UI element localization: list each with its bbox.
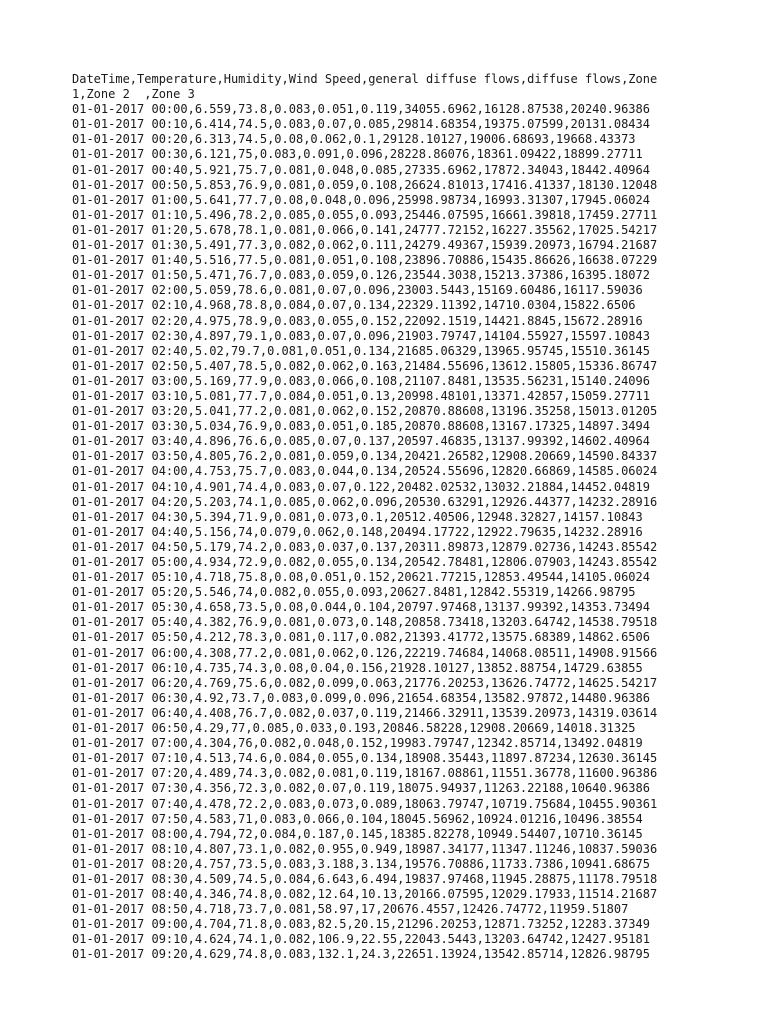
csv-data-row: 01-01-2017 03:40,4.896,76.6,0.085,0.07,0.137,20597.46835,13137.99392,14602.40964 — [72, 434, 650, 449]
csv-data-row: 01-01-2017 00:50,5.853,76.9,0.081,0.059,0.108,26624.81013,17416.41337,18130.12048 — [72, 177, 658, 192]
csv-data-row: 01-01-2017 01:00,5.641,77.7,0.08,0.048,0.096,25998.98734,16993.31307,17945.06024 — [72, 192, 650, 207]
csv-data-row: 01-01-2017 05:40,4.382,76.9,0.081,0.073,0.148,20858.73418,13203.64742,14538.79518 — [72, 615, 658, 630]
csv-data-row: 01-01-2017 07:00,4.304,76,0.082,0.048,0.152,19983.79747,12342.85714,13492.04819 — [72, 736, 643, 751]
csv-data-row: 01-01-2017 00:30,6.121,75,0.083,0.091,0.096,28228.86076,18361.09422,18899.27711 — [72, 147, 643, 162]
csv-data-row: 01-01-2017 06:10,4.735,74.3,0.08,0.04,0.156,21928.10127,13852.88754,14729.63855 — [72, 660, 643, 675]
csv-data-row: 01-01-2017 02:20,4.975,78.9,0.083,0.055,0.152,22092.1519,14421.8845,15672.28916 — [72, 313, 643, 328]
csv-data-row: 01-01-2017 08:30,4.509,74.5,0.084,6.643,6.494,19837.97468,11945.28875,11178.79518 — [72, 871, 658, 886]
csv-data-row: 01-01-2017 06:20,4.769,75.6,0.082,0.099,0.063,21776.20253,13626.74772,14625.54217 — [72, 675, 658, 690]
csv-data-row: 01-01-2017 00:40,5.921,75.7,0.081,0.048,0.085,27335.6962,17872.34043,18442.40964 — [72, 162, 650, 177]
csv-data-row: 01-01-2017 07:50,4.583,71,0.083,0.066,0.104,18045.56962,10924.01216,10496.38554 — [72, 811, 643, 826]
csv-data-row: 01-01-2017 04:20,5.203,74.1,0.085,0.062,0.096,20530.63291,12926.44377,14232.28916 — [72, 494, 658, 509]
csv-data-row: 01-01-2017 00:10,6.414,74.5,0.083,0.07,0.085,29814.68354,19375.07599,20131.08434 — [72, 117, 650, 132]
csv-data-row: 01-01-2017 05:30,4.658,73.5,0.08,0.044,0.104,20797.97468,13137.99392,14353.73494 — [72, 600, 650, 615]
csv-data-row: 01-01-2017 07:10,4.513,74.6,0.084,0.055,0.134,18908.35443,11897.87234,12630.36145 — [72, 751, 658, 766]
csv-data-row: 01-01-2017 02:50,5.407,78.5,0.082,0.062,0.163,21484.55696,13612.15805,15336.86747 — [72, 358, 658, 373]
csv-data-row: 01-01-2017 01:30,5.491,77.3,0.082,0.062,0.111,24279.49367,15939.20973,16794.21687 — [72, 238, 658, 253]
csv-data-row: 01-01-2017 05:00,4.934,72.9,0.082,0.055,0.134,20542.78481,12806.07903,14243.85542 — [72, 555, 658, 569]
csv-data-row: 01-01-2017 02:30,4.897,79.1,0.083,0.07,0.096,21903.79747,14104.55927,15597.10843 — [72, 328, 650, 343]
csv-data-row: 01-01-2017 09:00,4.704,71.8,0.083,82.5,20.15,21296.20253,12871.73252,12283.37349 — [72, 917, 650, 932]
csv-data-row: 01-01-2017 04:10,4.901,74.4,0.083,0.07,0.122,20482.02532,13032.21884,14452.04819 — [72, 479, 650, 494]
csv-data-row: 01-01-2017 07:30,4.356,72.3,0.082,0.07,0.119,18075.94937,11263.22188,10640.96386 — [72, 781, 650, 796]
csv-data-row: 01-01-2017 00:00,6.559,73.8,0.083,0.051,0.119,34055.6962,16128.87538,20240.96386 — [72, 102, 650, 117]
csv-data-row: 01-01-2017 05:10,4.718,75.8,0.08,0.051,0.152,20621.77215,12853.49544,14105.06024 — [72, 570, 650, 585]
csv-data-row: 01-01-2017 06:30,4.92,73.7,0.083,0.099,0.096,21654.68354,13582.97872,14480.96386 — [72, 690, 650, 705]
csv-data-row: 01-01-2017 02:00,5.059,78.6,0.081,0.07,0.096,23003.5443,15169.60486,16117.59036 — [72, 283, 643, 298]
csv-data-row: 01-01-2017 01:20,5.678,78.1,0.081,0.066,0.141,24777.72152,16227.35562,17025.54217 — [72, 222, 658, 237]
csv-data-row: 01-01-2017 03:10,5.081,77.7,0.084,0.051,0.13,20998.48101,13371.42857,15059.27711 — [72, 388, 650, 403]
csv-data-row: 01-01-2017 08:10,4.807,73.1,0.082,0.955,0.949,18987.34177,11347.11246,10837.59036 — [72, 841, 658, 856]
csv-data-row: 01-01-2017 02:10,4.968,78.8,0.084,0.07,0.134,22329.11392,14710.0304,15822.6506 — [72, 298, 636, 313]
csv-data-row: 01-01-2017 08:50,4.718,73.7,0.081,58.97,17,20676.4557,12426.74772,11959.51807 — [72, 902, 629, 917]
csv-data-row: 01-01-2017 04:50,5.179,74.2,0.083,0.037,0.137,20311.89873,12879.02736,14243.85542 — [72, 539, 658, 554]
csv-data-row: 01-01-2017 01:50,5.471,76.7,0.083,0.059,0.126,23544.3038,15213.37386,16395.18072 — [72, 268, 650, 283]
csv-data-row: 01-01-2017 03:20,5.041,77.2,0.081,0.062,0.152,20870.88608,13196.35258,15013.01205 — [72, 404, 658, 419]
csv-data-row: 01-01-2017 06:00,4.308,77.2,0.081,0.062,0.126,22219.74684,14068.08511,14908.91566 — [72, 645, 658, 660]
csv-data-row: 01-01-2017 08:40,4.346,74.8,0.082,12.64,10.13,20166.07595,12029.17933,11514.21687 — [72, 887, 658, 902]
csv-data-row: 01-01-2017 04:40,5.156,74,0.079,0.062,0.148,20494.17722,12922.79635,14232.28916 — [72, 524, 643, 539]
csv-data-row: 01-01-2017 00:20,6.313,74.5,0.08,0.062,0.1,29128.10127,19006.68693,19668.43373 — [72, 132, 636, 147]
csv-data-row: 01-01-2017 04:00,4.753,75.7,0.083,0.044,0.134,20524.55696,12820.66869,14585.06024 — [72, 464, 658, 479]
csv-data-row: 01-01-2017 03:50,4.805,76.2,0.081,0.059,0.134,20421.26582,12908.20669,14590.84337 — [72, 449, 658, 464]
csv-data-row: 01-01-2017 05:20,5.546,74,0.082,0.055,0.093,20627.8481,12842.55319,14266.98795 — [72, 585, 636, 600]
csv-data-row: 01-01-2017 04:30,5.394,71.9,0.081,0.073,0.1,20512.40506,12948.32827,14157.10843 — [72, 509, 643, 524]
csv-data-row: 01-01-2017 01:10,5.496,78.2,0.085,0.055,0.093,25446.07595,16661.39818,17459.27711 — [72, 207, 658, 222]
csv-data-row: 01-01-2017 07:40,4.478,72.2,0.083,0.073,0.089,18063.79747,10719.75684,10455.90361 — [72, 796, 658, 811]
csv-data-row: 01-01-2017 06:40,4.408,76.7,0.082,0.037,0.119,21466.32911,13539.20973,14319.03614 — [72, 705, 658, 720]
csv-text-body — [72, 72, 712, 963]
csv-data-row: 01-01-2017 09:20,4.629,74.8,0.083,132.1,24.3,22651.13924,13542.85714,12826.98795 — [72, 947, 650, 962]
csv-data-row: 01-01-2017 08:00,4.794,72,0.084,0.187,0.145,18385.82278,10949.54407,10710.36145 — [72, 826, 643, 841]
csv-header-line: 1,Zone 2 ,Zone 3 — [72, 87, 195, 102]
csv-data-row: 01-01-2017 05:50,4.212,78.3,0.081,0.117,0.082,21393.41772,13575.68389,14862.6506 — [72, 630, 650, 645]
csv-data-row: 01-01-2017 07:20,4.489,74.3,0.082,0.081,0.119,18167.08861,11551.36778,11600.96386 — [72, 766, 658, 781]
csv-data-row: 01-01-2017 08:20,4.757,73.5,0.083,3.188,3.134,19576.70886,11733.7386,10941.68675 — [72, 856, 650, 871]
csv-data-row: 01-01-2017 03:30,5.034,76.9,0.083,0.051,0.185,20870.88608,13167.17325,14897.3494 — [72, 419, 650, 434]
csv-data-row: 01-01-2017 02:40,5.02,79.7,0.081,0.051,0.134,21685.06329,13965.95745,15510.36145 — [72, 343, 650, 358]
csv-header-line: DateTime,Temperature,Humidity,Wind Speed,general diffuse flows,diffuse flows,Zone — [72, 72, 658, 86]
csv-data-row: 01-01-2017 01:40,5.516,77.5,0.081,0.051,0.108,23896.70886,15435.86626,16638.07229 — [72, 253, 658, 268]
csv-data-row: 01-01-2017 03:00,5.169,77.9,0.083,0.066,0.108,21107.8481,13535.56231,15140.24096 — [72, 373, 650, 388]
csv-data-row: 01-01-2017 09:10,4.624,74.1,0.082,106.9,22.55,22043.5443,13203.64742,12427.95181 — [72, 932, 650, 947]
csv-data-row: 01-01-2017 06:50,4.29,77,0.085,0.033,0.193,20846.58228,12908.20669,14018.31325 — [72, 721, 636, 736]
